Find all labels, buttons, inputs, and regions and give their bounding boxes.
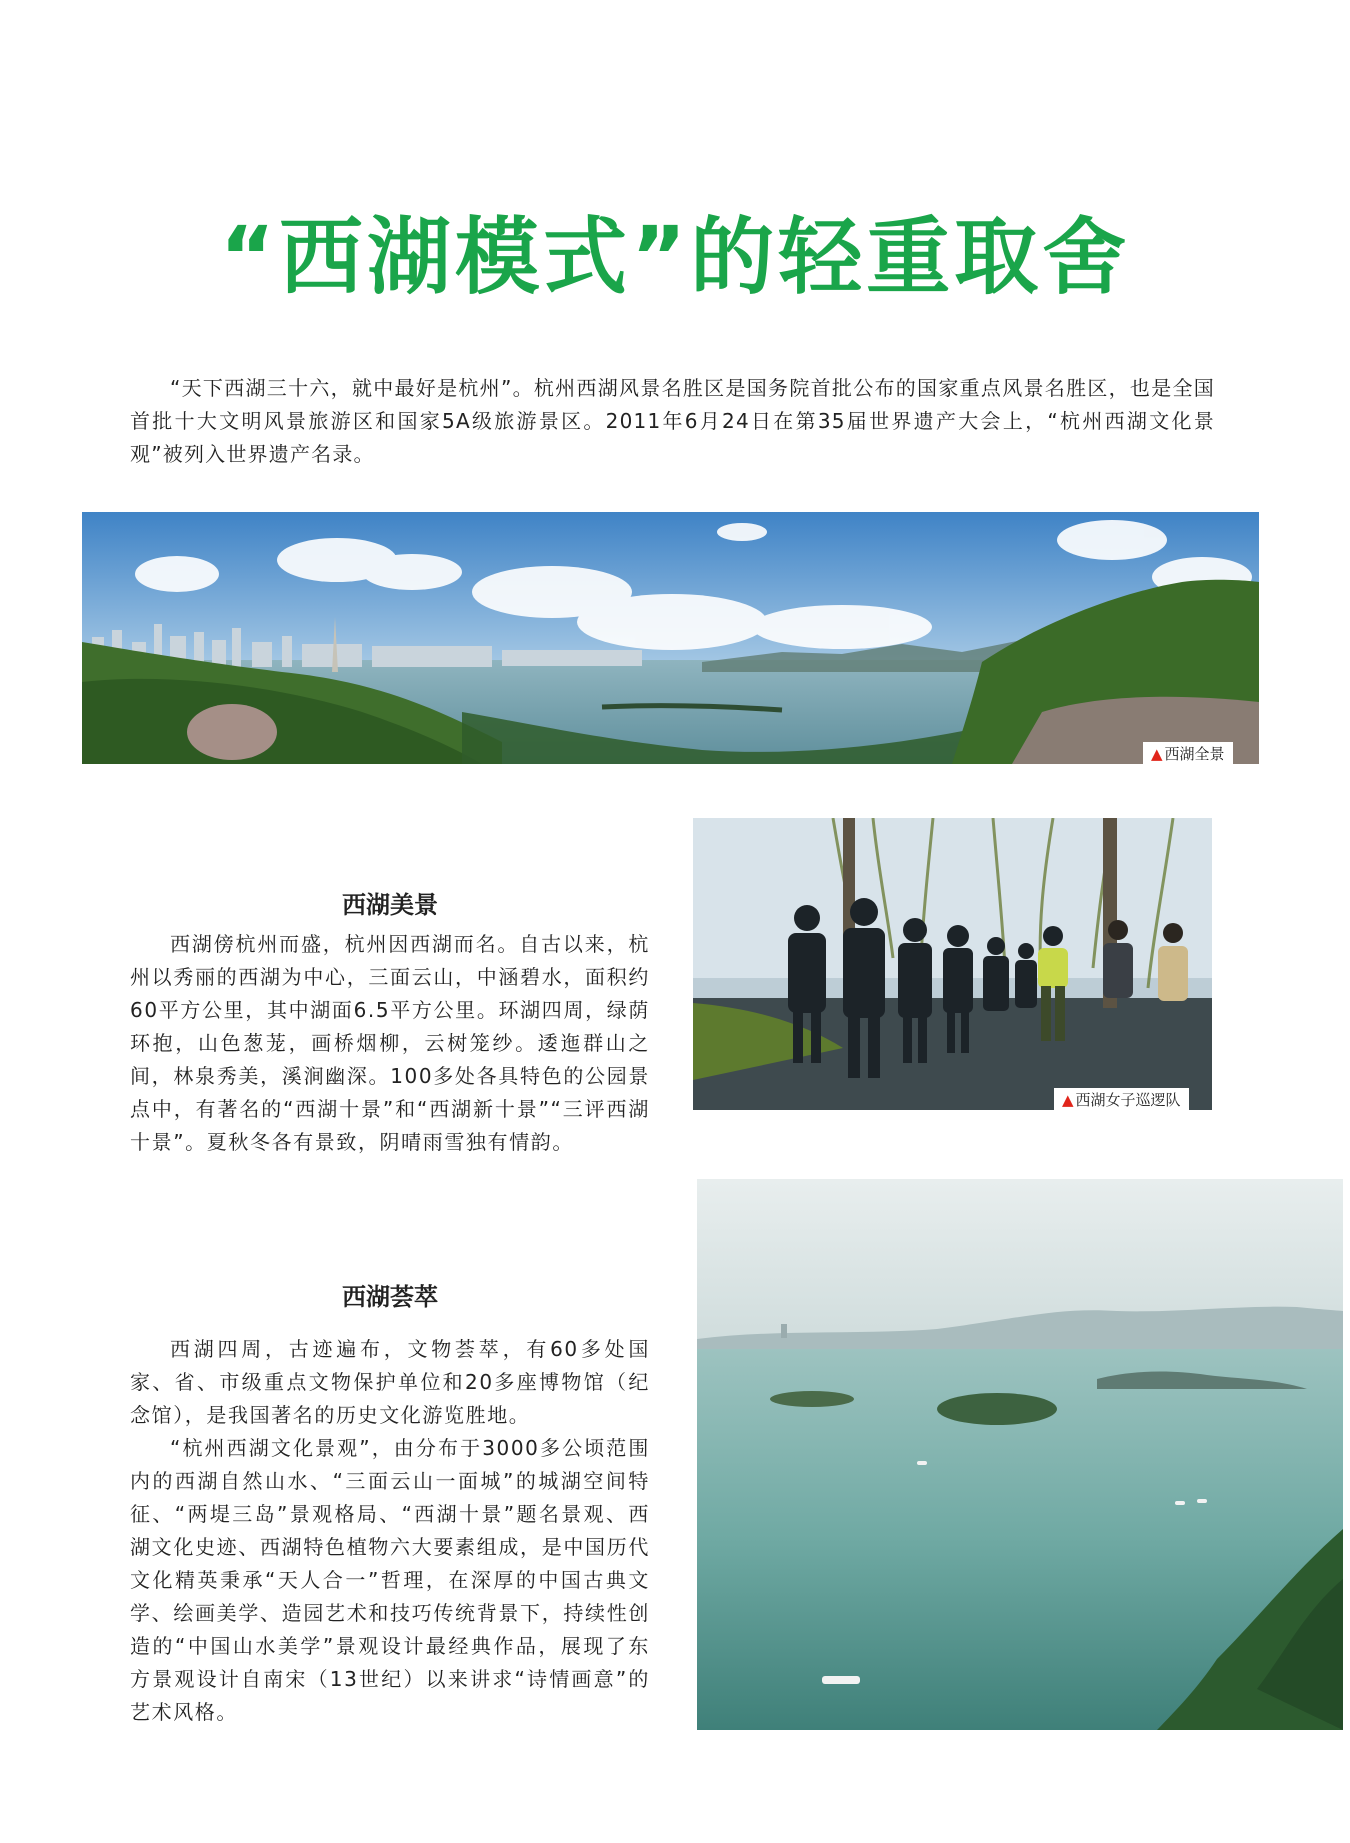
- caption-triangle-icon: ▲: [1062, 1091, 1074, 1109]
- intro-paragraph: “天下西湖三十六，就中最好是杭州”。杭州西湖风景名胜区是国务院首批公布的国家重点风景名胜区，也是全国首批十大文明风景旅游区和国家5A级旅游景区。2011年6月24日在第35届世界遗产大会上，“杭州西湖文化景观”被列入世界遗产名录。: [130, 376, 1215, 466]
- lake-view-photo: [697, 1179, 1343, 1730]
- panorama-caption: ▲ 西湖全景: [1143, 742, 1233, 766]
- page-title: “西湖模式”的轻重取舍: [219, 208, 1131, 306]
- patrol-photo: [693, 818, 1212, 1110]
- section-paragraph: 西湖四周，古迹遍布，文物荟萃，有60多处国家、省、市级重点文物保护单位和20多座博物馆（纪念馆），是我国著名的历史文化游览胜地。: [130, 1337, 650, 1427]
- caption-triangle-icon: ▲: [1151, 745, 1163, 763]
- section-paragraph: 西湖傍杭州而盛，杭州因西湖而名。自古以来，杭州以秀丽的西湖为中心，三面云山，中涵碧水，面积约60平方公里，其中湖面6.5平方公里。环湖四周，绿荫环抱，山色葱茏，画桥烟柳，云树笼纱。逶迤群山之间，林泉秀美，溪涧幽深。100多处各具特色的公园景点中，有著名的“西湖十景”和“西湖新十景”“三评西湖十景”。夏秋冬各有景致，阴晴雨雪独有情韵。: [130, 932, 650, 1154]
- section-paragraph: “杭州西湖文化景观”，由分布于3000多公顷范围内的西湖自然山水、“三面云山一面城”的城湖空间特征、“两堤三岛”景观格局、“西湖十景”题名景观、西湖文化史迹、西湖特色植物六大要素组成，是中国历代文化精英秉承“天人合一”哲理，在深厚的中国古典文学、绘画美学、造园艺术和技巧传统背景下，持续性创造的“中国山水美学”景观设计最经典作品，展现了东方景观设计自南宋（13世纪）以来讲求“诗情画意”的艺术风格。: [130, 1436, 650, 1724]
- panorama-photo: [82, 512, 1259, 764]
- section-heading-scenery: 西湖美景: [342, 891, 438, 919]
- section-body-scenery: [130, 928, 650, 1159]
- section-body-heritage: [130, 1333, 650, 1729]
- section-heading-heritage: 西湖荟萃: [342, 1283, 438, 1311]
- patrol-caption: ▲ 西湖女子巡逻队: [1054, 1088, 1189, 1112]
